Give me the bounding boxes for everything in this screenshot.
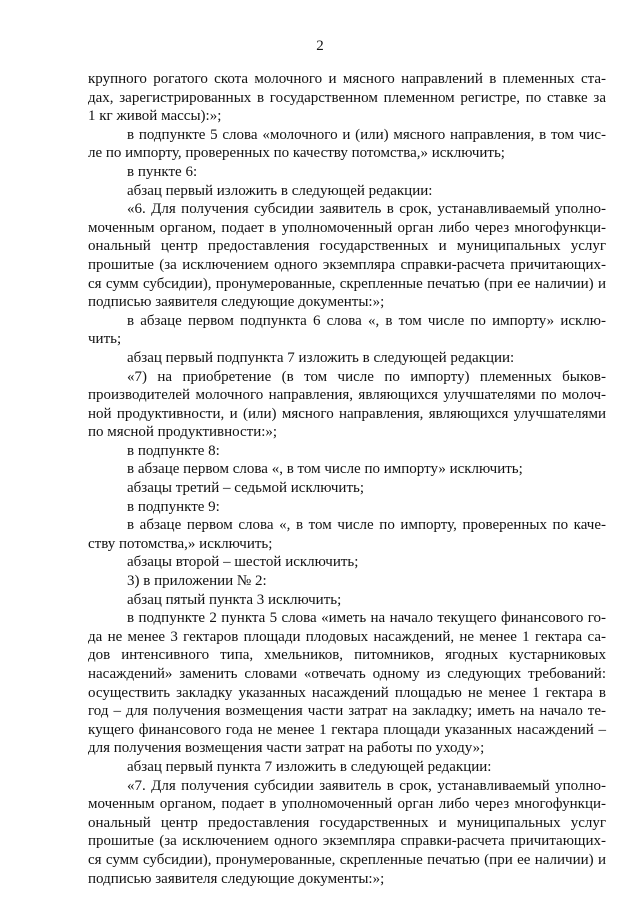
text-line: ональный центр предоставления государственных и муниципальных услуг	[88, 814, 606, 831]
text-line: прошитые (за исключением одного экземпляра справки-расчета причитающих-	[88, 833, 606, 850]
text-line: «6. Для получения субсидии заявитель в срок, устанавливаемый уполно-	[127, 201, 606, 218]
text-line: абзац первый изложить в следующей редакции:	[127, 182, 433, 199]
text-line: абзацы второй – шестой исключить;	[127, 554, 359, 571]
text-line: «7) на приобретение (в том числе по импорту) племенных быков-	[127, 368, 606, 385]
text-line: прошитые (за исключением одного экземпляра справки-расчета причитающих-	[88, 256, 606, 273]
text-line: в подпункте 8:	[127, 442, 220, 459]
text-line: «7. Для получения субсидии заявитель в срок, устанавливаемый уполно-	[127, 777, 606, 794]
text-line: абзац первый пункта 7 изложить в следующей редакции:	[127, 758, 492, 775]
text-line: подписью заявителя следующие документы:»;	[88, 294, 385, 311]
text-line: 3) в приложении № 2:	[127, 573, 267, 590]
text-line: моченным органом, подает в уполномоченный орган либо через многофункци-	[88, 219, 606, 236]
text-line: абзацы третий – седьмой исключить;	[127, 480, 365, 497]
text-line: ству потомства,» исключить;	[88, 535, 273, 552]
text-line: по мясной продуктивности:»;	[88, 424, 278, 441]
document-body	[88, 70, 606, 888]
text-line: ся сумм субсидии), пронумерованные, скрепленные печатью (при ее наличии) и	[88, 275, 606, 292]
text-line: ональный центр предоставления государственных и муниципальных услуг	[88, 238, 606, 255]
text-line: чить;	[88, 331, 122, 348]
text-line: абзац пятый пункта 3 исключить;	[127, 591, 342, 608]
text-line: абзац первый подпункта 7 изложить в следующей редакции:	[127, 349, 515, 366]
text-line: в подпункте 9:	[127, 498, 220, 515]
text-line: в подпункте 5 слова «молочного и (или) мясного направления, в том чис-	[127, 126, 606, 143]
text-line: кущего финансового года не менее 1 гектара площади указанных насаждений –	[88, 721, 606, 738]
text-line: 1 кг живой массы):»;	[88, 108, 222, 125]
text-line: моченным органом, подает в уполномоченный орган либо через многофункци-	[88, 796, 606, 813]
text-line: дов интенсивного типа, хмельников, питомников, ягодных кустарниковых	[88, 647, 606, 664]
text-line: ной продуктивности, и (или) мясного направления, являющихся улучшателями	[88, 405, 606, 422]
page-number: 2	[316, 38, 324, 54]
text-line: в абзаце первом слова «, в том числе по импорту» исключить;	[127, 461, 523, 478]
text-line: для получения возмещения части затрат на работы по уходу»;	[88, 740, 485, 757]
text-line: крупного рогатого скота молочного и мясного направлений в племенных ста-	[88, 71, 606, 87]
text-line: да не менее 3 гектаров площади плодовых насаждений, не менее 1 гектара са-	[88, 628, 606, 645]
text-line: дах, зарегистрированных в государственном племенном регистре, по ставке за	[88, 89, 606, 106]
text-line: в подпункте 2 пункта 5 слова «иметь на начало текущего финансового го-	[127, 610, 606, 627]
text-line: год – для получения возмещения части затрат на закладку; иметь на начало те-	[88, 703, 606, 720]
text-line: ле по импорту, проверенных по качеству потомства,» исключить;	[88, 145, 505, 162]
text-line: в абзаце первом слова «, в том числе по импорту, проверенных по каче-	[127, 517, 606, 534]
text-line: насаждений» заменить словами «отвечать одному из следующих требований:	[88, 666, 606, 682]
text-line: в абзаце первом подпункта 6 слова «, в том числе по импорту» исклю-	[127, 312, 606, 329]
text-line: подписью заявителя следующие документы:»;	[88, 870, 385, 887]
text-line: осуществить закладку указанных насаждений площадью не менее 1 гектара в	[88, 684, 606, 701]
text-line: производителей молочного направления, являющихся улучшателями по молоч-	[88, 387, 606, 404]
text-line: ся сумм субсидии), пронумерованные, скрепленные печатью (при ее наличии) и	[88, 851, 606, 868]
text-line: в пункте 6:	[127, 163, 198, 180]
